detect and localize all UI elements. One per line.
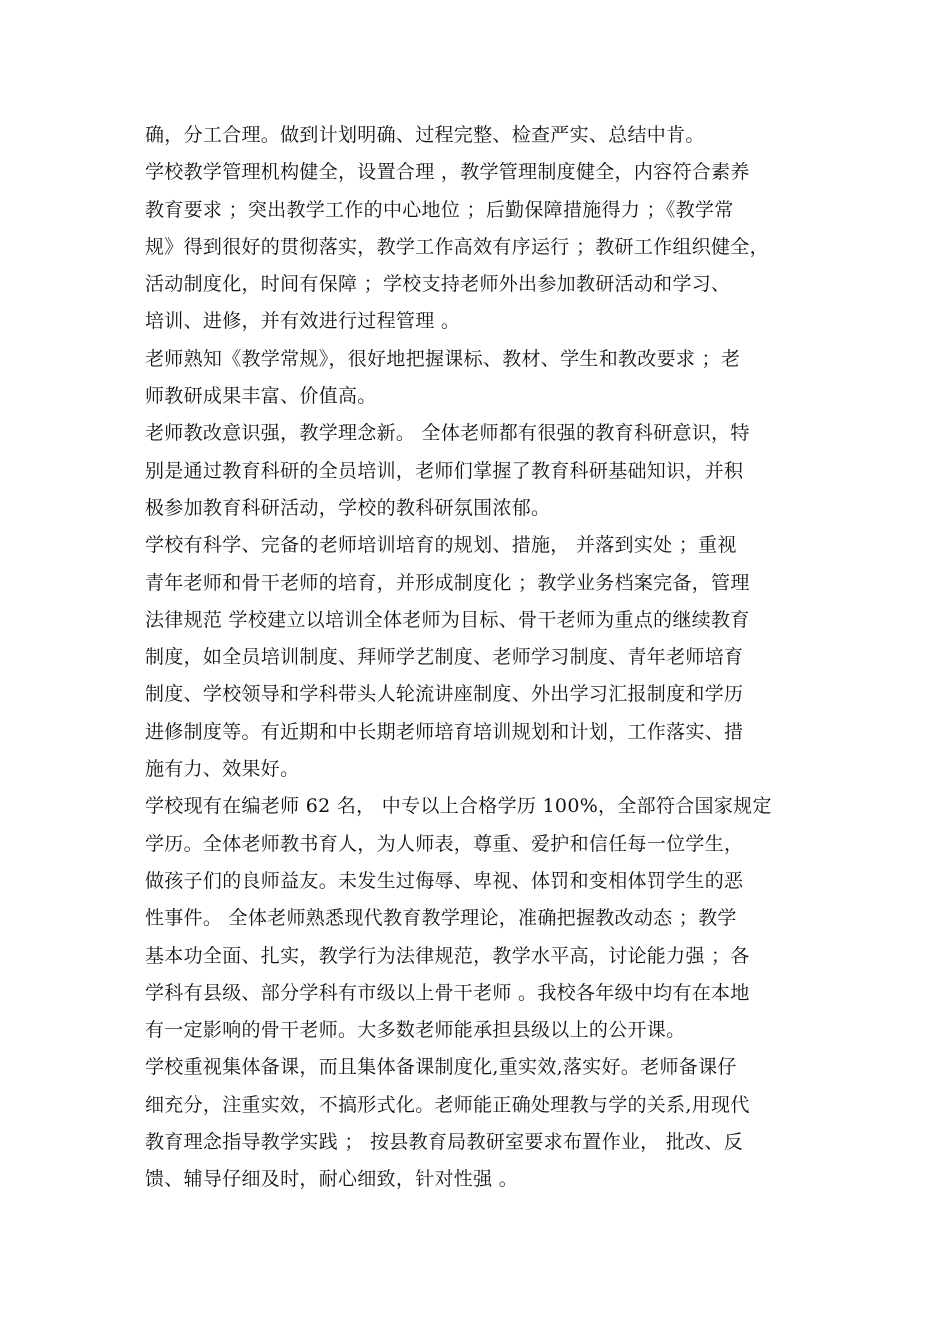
text-line: 制度，如全员培训制度、拜师学艺制度、老师学习制度、青年老师培育 bbox=[145, 646, 744, 669]
text-line: 进修制度等。有近期和中长期老师培育培训规划和计划，工作落实、措 bbox=[145, 720, 744, 743]
text-line: 学科有县级、部分学科有市级以上骨干老师 。我校各年级中均有在本地 bbox=[145, 981, 750, 1004]
text-line: 学历。全体老师教书育人，为人师表，尊重、爱护和信任每一位学生， bbox=[145, 832, 744, 855]
text-line: 学校现有在编老师 62 名， 中专以上合格学历 100%，全部符合国家规定 bbox=[145, 795, 772, 818]
text-line: 师教研成果丰富、价值高。 bbox=[145, 385, 377, 408]
text-line: 学校有科学、完备的老师培训培育的规划、措施， 并落到实处 ；重视 bbox=[145, 534, 737, 557]
text-line: 老师熟知《教学常规》，很好地把握课标、教材、学生和教改要求 ；老 bbox=[145, 347, 741, 370]
text-line: 活动制度化，时间有保障 ；学校支持老师外出参加教研活动和学习、 bbox=[145, 273, 731, 296]
text-line: 规》得到很好的贯彻落实，教学工作高效有序运行 ；教研工作组织健全， bbox=[145, 235, 769, 258]
text-line: 老师教改意识强，教学理念新。 全体老师都有很强的教育科研意识，特 bbox=[145, 422, 750, 445]
text-line: 施有力、效果好。 bbox=[145, 758, 300, 781]
text-line: 馈、辅导仔细及时，耐心细致，针对性强 。 bbox=[145, 1168, 519, 1191]
text-line: 培训、进修，并有效进行过程管理 。 bbox=[145, 310, 461, 333]
text-line: 制度、学校领导和学科带头人轮流讲座制度、外出学习汇报制度和学历 bbox=[145, 683, 744, 706]
body-text bbox=[145, 117, 825, 1199]
text-line: 性事件。 全体老师熟悉现代教育教学理论，准确把握教改动态 ；教学 bbox=[145, 907, 737, 930]
text-line: 青年老师和骨干老师的培育，并形成制度化 ；教学业务档案完备，管理 bbox=[145, 571, 750, 594]
text-line: 基本功全面、扎实，教学行为法律规范，教学水平高，讨论能力强 ；各 bbox=[145, 944, 750, 967]
text-line: 法律规范 学校建立以培训全体老师为目标、骨干老师为重点的继续教育 bbox=[145, 608, 750, 631]
text-line: 极参加教育科研活动，学校的教科研氛围浓郁。 bbox=[145, 496, 551, 519]
text-line: 教育要求 ；突出教学工作的中心地位 ；后勤保障措施得力 ；《教学常 bbox=[145, 198, 734, 221]
text-line: 细充分，注重实效，不搞形式化。老师能正确处理教与学的关系,用现代 bbox=[145, 1093, 750, 1116]
text-line: 别是通过教育科研的全员培训，老师们掌握了教育科研基础知识，并积 bbox=[145, 459, 744, 482]
text-line: 教育理念指导教学实践 ； 按县教育局教研室要求布置作业， 批改、反 bbox=[145, 1131, 744, 1154]
text-line: 确，分工合理。做到计划明确、过程完整、检查严实、总结中肯。 bbox=[145, 124, 705, 146]
text-line: 有一定影响的骨干老师。大多数老师能承担县级以上的公开课。 bbox=[145, 1019, 686, 1042]
text-line: 做孩子们的良师益友。未发生过侮辱、卑视、体罚和变相体罚学生的恶 bbox=[145, 869, 744, 892]
text-line: 学校教学管理机构健全，设置合理 ，教学管理制度健全，内容符合素养 bbox=[145, 161, 750, 184]
text-line: 学校重视集体备课，而且集体备课制度化,重实效,落实好。老师备课仔 bbox=[145, 1056, 737, 1079]
